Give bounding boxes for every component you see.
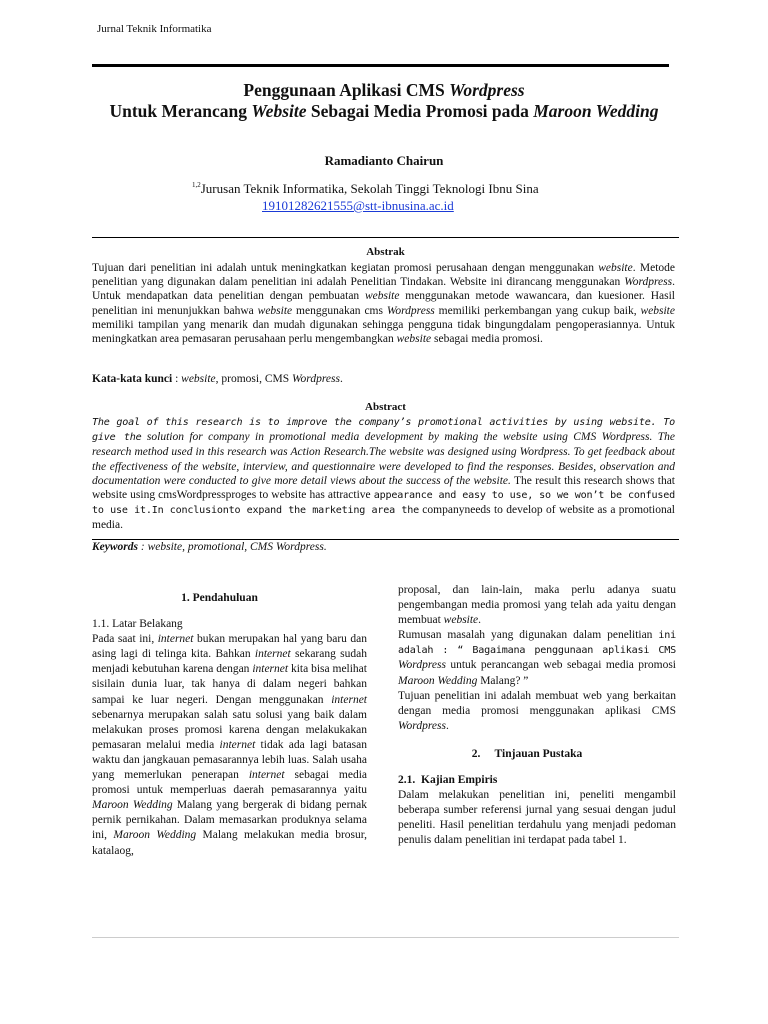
author-affiliation: $^{1,2}$Jurusan Teknik Informatika, Sekolah Tinggi Teknologi Ibnu Sina [192,181,539,196]
kajian-empiris-paragraph: Dalam melakukan penelitian ini, peneliti mengambil beberapa sumber referensi jurnal yang sesuai dengan judul peneliti. Hasil penelitian terdahulu yang menjadi pedoman penulis dalam penelitian ini terdapat pada tabel 1. [398,789,676,847]
abstract-heading: Abstract [365,401,406,413]
kata-kunci: Kata-kata kunci : website, promosi, CMS Wordpress. [92,373,343,385]
section-1-heading: 1. Pendahuluan [181,592,258,604]
subsection-1-1-heading: 1.1. Latar Belakang [92,618,183,631]
latar-belakang-continued: proposal, dan lain-lain, maka perlu adanya suatu pengembangan media promosi yang telah ada yaitu dengan membuat website. [398,584,676,627]
abstrak-heading: Abstrak [366,246,405,258]
pendahuluan-paragraph: Pada saat ini, internet bukan merupakan hal yang baru dan asing lagi di telinga kita. Bahkan internet sekarang sudah menjadi kebutuhan karena dengan internet kita bisa melihat sisilain dunia luar, tak hanya di dalam negeri bahkan sampai ke luar negeri. Dengan menggunakan internet sebenarnya merupakan salah satu solusi yang baik dalam melakukan proses promosi karena dengan melakukakan pemasaran melalui media internet tidak ada lagi batasan waktu dan jangkauan pemasarannya lebih luas. Salah usaha yang memerlukan penerapan internet sebagai media promosi untuk memperluas daerah pemasarannya yaitu Maroon Wedding Malang yang bergerak di bidang pernak pernik pernikahan. Dalam memasarkan produknya selama ini, Maroon Wedding Malang melakukan media brosur, katalaog, [92,633,368,857]
left-column [92,591,367,859]
abstract-top-rule [92,237,679,238]
author-name: Ramadianto Chairun [324,153,444,168]
paper-title-line-1: Penggunaan Aplikasi CMS Wordpress [243,80,525,100]
journal-header: Jurnal Teknik Informatika [97,23,212,35]
abstrak-text: Tujuan dari penelitian ini adalah untuk meningkatkan kegiatan promosi perusahaan dengan menggunakan website. Metode penelitian yang digunakan dalam penelitian ini adalah Penelitian Tindakan. Website ini dirancang menggunakan Wordpress. Untuk mendapatkan data penelitian dengan pembuatan website menggunakan metode wawancara, dan kuesioner. Hasil penelitian ini menunjukkan bahwa website menggunakan cms Wordpress memiliki perkembangan yang cukup baik, website memiliki tampilan yang menarik dan mudah digunakan sehingga pengguna tidak bingungdalam pengoperasiannya. Untuk meningkatkan area pemasaran perusahaan perlu mengembangkan website sebagai media promosi. [92,262,675,346]
page-bottom-rule [92,937,679,938]
tujuan-paragraph: Tujuan penelitian ini adalah membuat web yang berkaitan dengan media promosi menggunakan aplikasi CMS Wordpress. [398,689,676,732]
rumusan-masalah-paragraph: Rumusan masalah yang digunakan dalam penelitian ini adalah : “ Bagaimana penggunaan aplikasi CMS Wordpress untuk perancangan web sebagai media promosi Maroon Wedding Malang? ” [398,629,676,687]
abstract-text: The goal of this research is to improve the company’s promotional activities by using website. To give the solution for company in promotional media development by making the website using CMS Wordpress. The research method used in this research was Action Research.The website was designed using Wordpress. To get feedback about the effectiveness of the website, interview, and questionnaire were developed to find the responses. Besides, observation and documentation were conducted to give more detail views about the success of the website. The result this research shows that website using cmsWordpressproges to website has attractive appearance and easy to use, so we won’t be confused to use it.In conclusionto expand the marketing area the companyneeds to develop of website as a promotional media. [92,417,676,532]
right-column [398,583,676,849]
section-2-heading: 2. Tinjauan Pustaka [471,747,583,760]
header-rule [92,64,669,67]
keywords: Keywords : website, promotional, CMS Wordpress. [92,541,327,553]
paper-title-line-2: Untuk Merancang Website Sebagai Media Promosi pada Maroon Wedding [109,101,659,121]
subsection-2-1-heading: 2.1. Kajian Empiris [398,774,498,787]
abstract-bottom-rule [92,539,679,540]
author-email-link[interactable]: 19101282621555@stt-ibnusina.ac.id [262,198,454,213]
